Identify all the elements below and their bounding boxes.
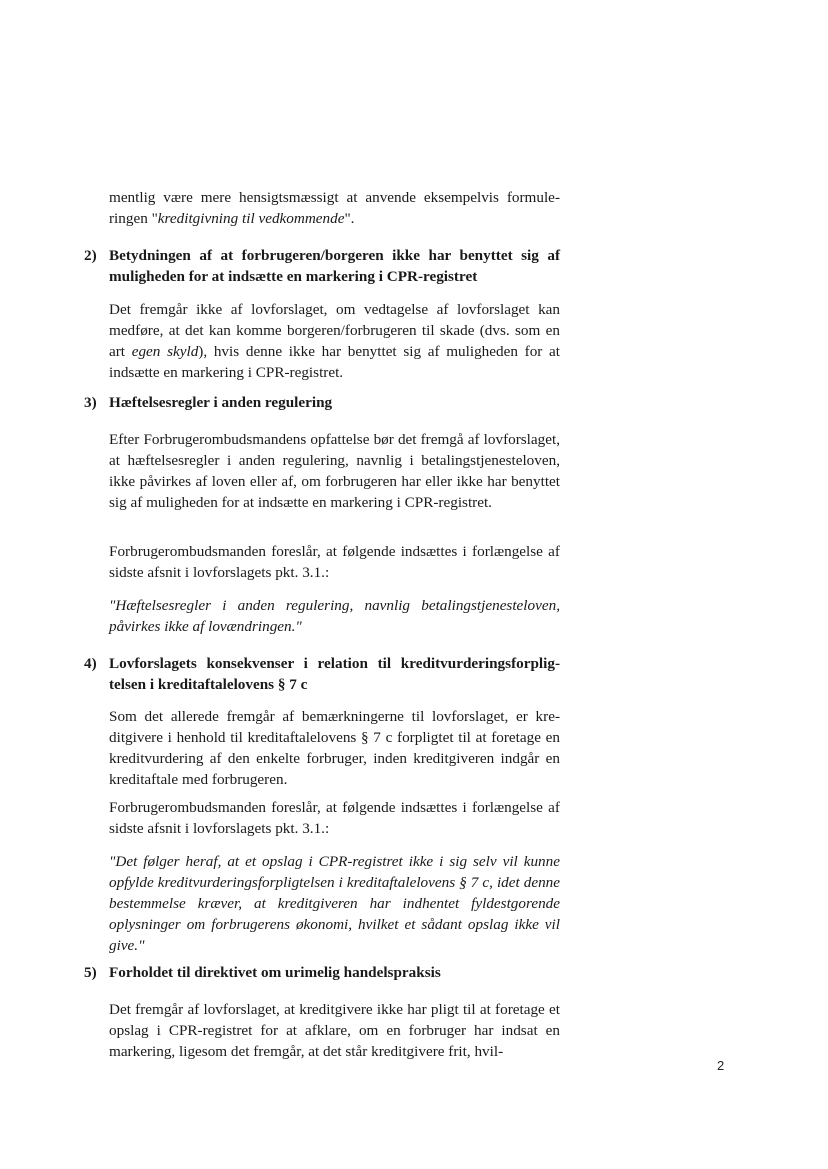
continuation-paragraph: mentlig være mere hensigtsmæssigt at anvende eksempelvis formuleringen "kreditgivning til vedkommende". <box>109 189 560 227</box>
section-paragraph: Forbrugerombudsmanden foreslår, at følgende indsættes i forlængelse af sidste afsnit i lovforslagets pkt. 3.1.: <box>109 799 560 837</box>
section-heading: Hæftelsesregler i anden regulering <box>109 394 333 411</box>
section-number: 2) <box>84 247 97 264</box>
section-paragraph: Efter Forbrugerombudsmandens opfattelse bør det fremgå af lovforslaget, at hæftelsesregler i anden regulering, navnlig i betalingstjenesteloven, ikke påvirkes af loven eller af, om forbrugeren har eller ikke har benyttet sig af muligheden for at indsætte en markering i CPR-registret. <box>109 431 560 511</box>
section-number: 3) <box>84 394 97 411</box>
italic-phrase: kreditgivning til vedkommende <box>157 210 345 227</box>
section-heading: Lovforslagets konsekvenser i relation til kreditvurderingsforpligtelsen i kreditaftalelovens § 7 c <box>109 655 560 693</box>
section-number: 4) <box>84 655 97 672</box>
section-paragraph: Det fremgår ikke af lovforslaget, om vedtagelse af lovforslaget kan medføre, at det kan komme borgeren/forbrugeren til skade (dvs. som en art egen skyld), hvis denne ikke har benyttet sig af muligheden for at indsætte en markering i CPR-registret. <box>109 301 561 381</box>
page-number: 2 <box>717 1058 725 1073</box>
section-number: 5) <box>84 964 97 981</box>
section-heading: Forholdet til direktivet om urimelig handelspraksis <box>109 964 441 981</box>
section-paragraph: Det fremgår af lovforslaget, at kreditgivere ikke har pligt til at foretage et opslag i CPR-registret for at afklare, om en forbruger har indsat en markering, ligesom det fremgår, at det står kreditgivere frit, hvil- <box>109 1001 560 1060</box>
section-paragraph: Forbrugerombudsmanden foreslår, at følgende indsættes i forlængelse af sidste afsnit i lovforslagets pkt. 3.1.: <box>109 543 560 581</box>
proposed-text-quote: "Hæftelsesregler i anden regulering, navnlig betalingstjenesteloven, påvirkes ikke af lovændringen." <box>109 597 560 635</box>
italic-phrase: egen skyld <box>131 343 199 360</box>
section-paragraph: Som det allerede fremgår af bemærkningerne til lovforslaget, er kreditgivere i henhold til kreditaftalelovens § 7 c forpligtet til at foretage en kreditvurdering af den enkelte forbruger, inden kreditgiveren indgår en kreditaftale med forbrugeren. <box>109 708 560 788</box>
proposed-text-quote: "Det følger heraf, at et opslag i CPR-registret ikke i sig selv vil kunne opfylde kreditvurderingsforpligtelsen i kreditaftalelovens § 7 c, idet denne bestemmelse kræver, at kreditgiveren har indhentet fyldestgorende oplysninger om forbrugerens økonomi, hvilket et sådant opslag ikke vil give." <box>109 853 560 954</box>
section-heading: Betydningen af at forbrugeren/borgeren ikke har benyttet sig af muligheden for at indsætte en markering i CPR-registret <box>109 247 560 285</box>
